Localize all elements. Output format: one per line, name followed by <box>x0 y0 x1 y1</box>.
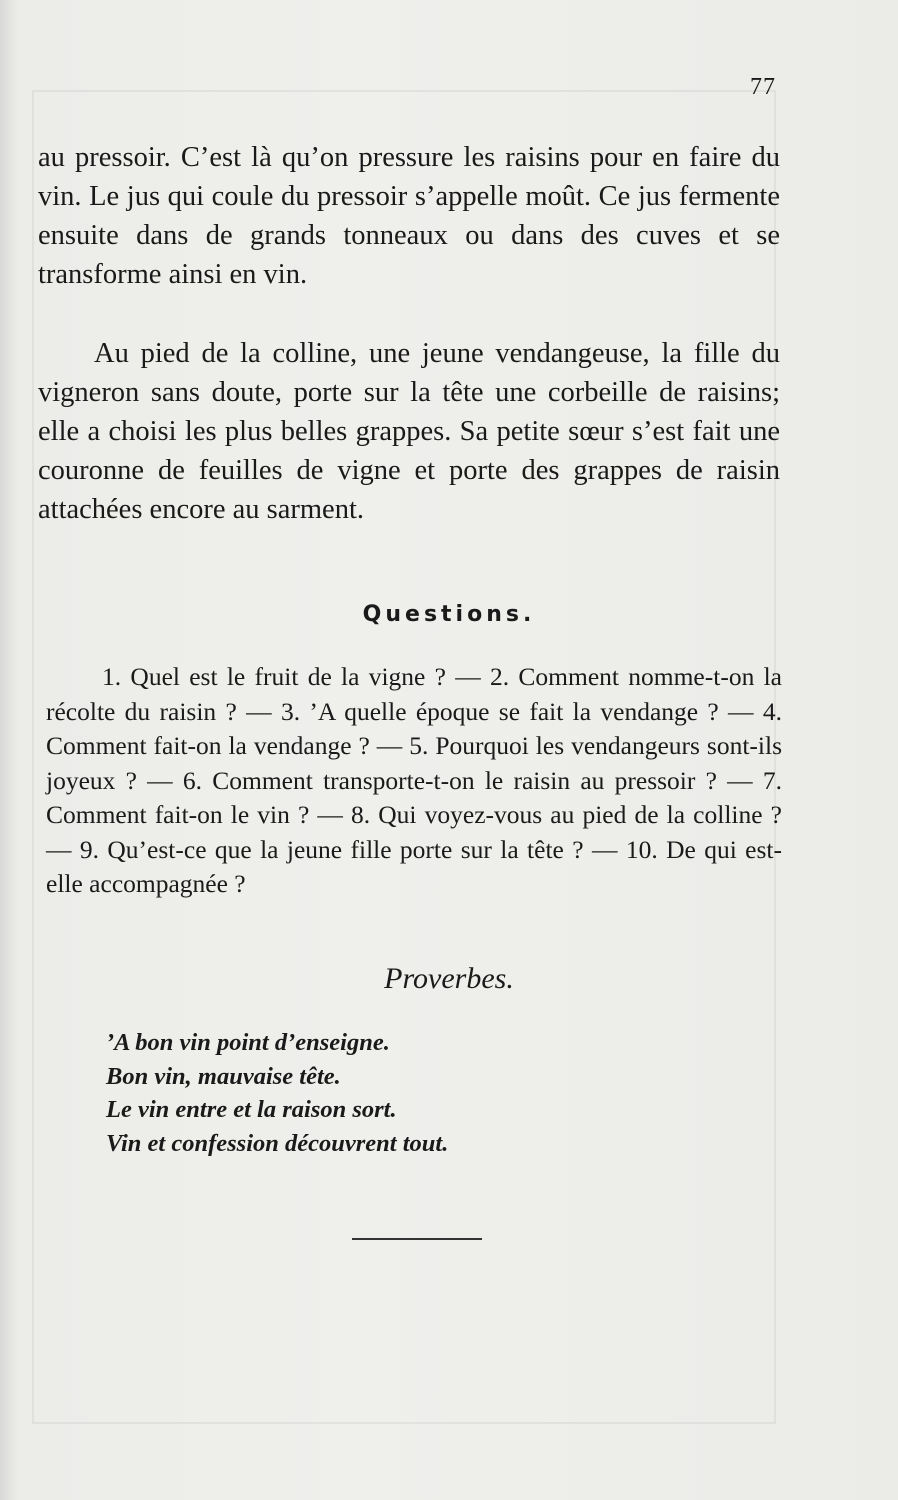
proverb-item: ’A bon vin point d’enseigne. <box>106 1029 390 1056</box>
page-number: 77 <box>750 74 776 100</box>
paragraph-pressoir: au pressoir. C’est là qu’on pressure les raisins pour en faire du vin. Le jus qui coule du pressoir s’appelle moût. Ce jus fermente ensuite dans de grands tonneaux ou dans des cuves et se transforme ainsi en vin. <box>38 142 780 290</box>
closing-rule <box>352 1238 482 1240</box>
paragraph-vendangeuse: Au pied de la colline, une jeune vendangeuse, la fille du vigneron sans doute, porte sur la tête une corbeille de raisins; elle a choisi les plus belles grappes. Sa petite sœur s’est fait une couronne de feuilles de vigne et porte des grappes de raisin attachées encore au sarment. <box>38 338 780 525</box>
proverb-list <box>106 1026 448 1160</box>
proverb-item: Vin et confession découvrent tout. <box>106 1129 449 1157</box>
proverbs-heading: Proverbes. <box>384 962 514 995</box>
proverb-item: Bon vin, mauvaise tête. <box>106 1062 341 1090</box>
questions-heading: Questions. <box>362 602 536 627</box>
questions-text: 1. Quel est le fruit de la vigne ? — 2. Comment nomme-t-on la récolte du raisin ? — 3. ’A quelle époque se fait la vendange ? — 4. Comment fait-on la vendange ? — 5. Pourquoi les vendangeurs sont-ils joyeux ? — 6. Comment transporte-t-on le raisin au pressoir ? — 7. Comment fait-on le vin ? — 8. Qui voyez-vous au pied de la colline ? — 9. Qu’est-ce que la jeune fille porte sur la tête ? — 10. De qui est-elle accompagnée ? <box>46 662 782 898</box>
proverb-item: Le vin entre et la raison sort. <box>106 1096 397 1123</box>
